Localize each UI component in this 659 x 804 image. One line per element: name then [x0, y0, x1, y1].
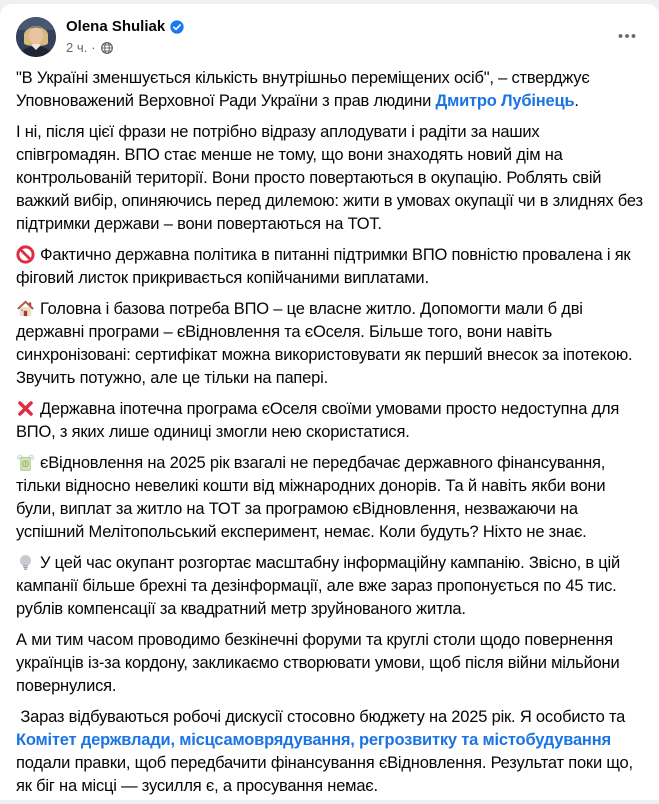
money-with-wings-icon: [16, 453, 35, 472]
post-paragraph: [16, 244, 643, 290]
meta-separator: ·: [91, 40, 96, 55]
post-paragraph: [16, 552, 643, 621]
post-card: [0, 4, 659, 800]
paragraph-text: "В Україні зменшується кількість внутрішньо переміщених осіб", – стверджує Уповноважений Верховної Ради України з прав людини: [16, 69, 594, 110]
header-info: [66, 17, 643, 56]
paragraph-text: Зараз відбуваються робочі дискусії стосовно бюджету на 2025 рік. Я особисто та: [16, 708, 630, 726]
globe-icon: [100, 41, 114, 55]
post-header: [0, 4, 659, 57]
post-paragraph: [16, 121, 648, 236]
person-link[interactable]: Дмитро Лубінець: [435, 92, 575, 110]
cross-mark-icon: [16, 399, 35, 418]
post-paragraph: [16, 67, 643, 113]
post-timestamp[interactable]: 2 ч.: [66, 40, 88, 55]
paragraph-text: Державна іпотечна програма єОселя своїми умовами просто недоступна для ВПО, з яких лише одиниці змогли нею скористатися.: [16, 400, 624, 441]
ellipsis-icon: [617, 26, 637, 46]
paragraph-text: .: [574, 92, 579, 110]
post-paragraph: [16, 629, 643, 698]
author-name[interactable]: Olena Shuliak: [66, 18, 166, 35]
avatar[interactable]: [16, 17, 56, 57]
paragraph-text: Фактично державна політика в питанні підтримки ВПО повністю провалена і як фіговий листок прикривається копійчаними виплатами.: [16, 246, 635, 287]
post-meta: [66, 39, 643, 56]
post-paragraph: [16, 706, 643, 798]
post-paragraph: [16, 398, 643, 444]
post-paragraph: [16, 298, 643, 390]
no-entry-icon: [16, 245, 35, 264]
paragraph-text: Головна і базова потреба ВПО – це власне житло. Допомогти мали б дві державні програми – єВідновлення та єОселя. Більше того, вони навіть синхронізовані: сертифікат можна використовувати як перший внесок за іпотекою. Звучить потужно, але це тільки на папері.: [16, 300, 637, 387]
paragraph-text: У цей час окупант розгортає масштабну інформаційну кампанію. Звісно, в цій кампанії більше брехні та дезінформації, але вже зараз пропонується по 45 тис. рублів компенсації за квадратний метр зруйнованого житла.: [16, 554, 625, 618]
paragraph-text: А ми тим часом проводимо безкінечні форуми та круглі столи щодо повернення українців із-за кордону, закликаємо створювати умови, щоб після війни мільйони повернулися.: [16, 631, 624, 695]
committee-link[interactable]: Комітет держвлади, місцсамоврядування, регрозвитку та містобудування: [16, 731, 611, 749]
paragraph-text: І ні, після цієї фрази не потрібно відразу аплодувати і радіти за наших співгромадян. ВПО стає менше не тому, що вони знаходять новий дім на контрольованій території. Вони просто повертаються в окупацію. Роблять свій важкий вибір, опиняючись перед дилемою: жити в умовах окупації чи в злиднях без підтримки держави – вони повертаються на ТОТ.: [16, 123, 648, 233]
verified-badge-icon: [170, 20, 184, 34]
paragraph-text: подали правки, щоб передбачити фінансування єВідновлення. Результат поки що, як біг на місці — зусилля є, а просування немає.: [16, 731, 638, 795]
author-row: [66, 17, 643, 37]
paragraph-text: єВідновлення на 2025 рік взагалі не передбачає державного фінансування, тільки відносно невеликі кошти від міжнародних донорів. Та й навіть якби вони були, виплат за житло на ТОТ за програмою єВідновлення, незважаючи на успішний Мелітопольський експеримент, немає. Коли будуть? Ніхто не знає.: [16, 454, 610, 541]
light-bulb-icon: [16, 553, 35, 572]
house-icon: [16, 299, 35, 318]
post-content: [0, 57, 659, 798]
post-paragraph: [16, 452, 643, 544]
more-options-button[interactable]: [611, 20, 643, 52]
avatar-photo: [16, 17, 56, 57]
